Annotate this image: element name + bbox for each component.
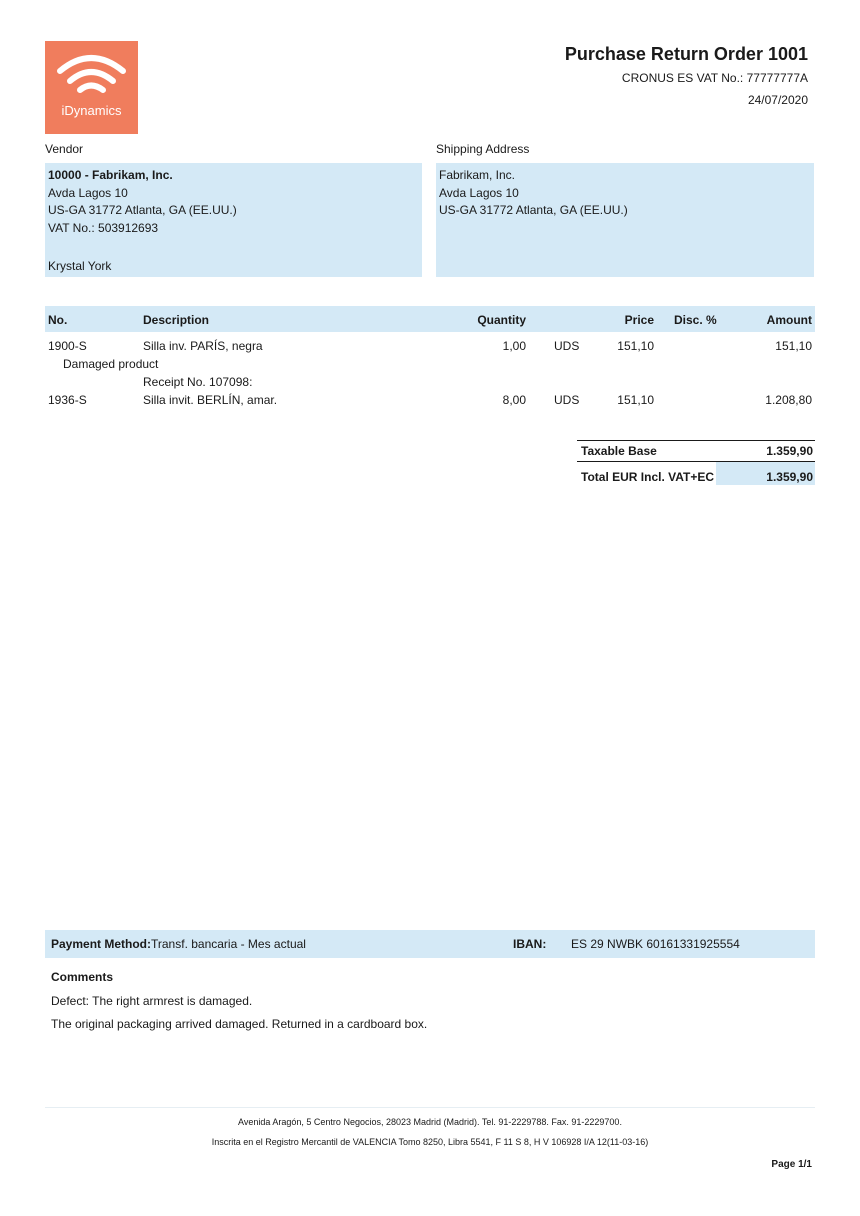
row-unit: UDS — [554, 339, 580, 353]
vendor-address2: US-GA 31772 Atlanta, GA (EE.UU.) — [48, 203, 237, 217]
shipping-address-box — [436, 163, 814, 277]
table-row — [45, 339, 815, 357]
col-description: Description — [143, 313, 210, 327]
vendor-label: Vendor — [45, 142, 84, 156]
col-disc: Disc. % — [674, 313, 717, 327]
shipping-name: Fabrikam, Inc. — [439, 168, 516, 182]
shipping-label: Shipping Address — [436, 142, 530, 156]
vendor-contact: Krystal York — [48, 259, 112, 273]
shipping-address2: US-GA 31772 Atlanta, GA (EE.UU.) — [439, 203, 628, 217]
col-price: Price — [624, 313, 654, 327]
document-date: 24/07/2020 — [747, 93, 808, 107]
wifi-icon — [54, 51, 129, 101]
total-value: 1.359,90 — [766, 470, 813, 484]
payment-bar — [45, 930, 815, 958]
vendor-name: 10000 - Fabrikam, Inc. — [48, 168, 173, 182]
comment-line: The original packaging arrived damaged. Returned in a cardboard box. — [51, 1017, 428, 1031]
col-quantity: Quantity — [477, 313, 526, 327]
row-amount: 151,10 — [775, 339, 812, 353]
payment-method-value: Transf. bancaria - Mes actual — [151, 937, 306, 951]
footer-divider — [45, 1107, 815, 1108]
footer-address: Avenida Aragón, 5 Centro Negocios, 28023 Madrid (Madrid). Tel. 91-2229788. Fax. 91-2229700. — [238, 1117, 622, 1127]
footer-registry: Inscrita en el Registro Mercantil de VALENCIA Tomo 8250, Libra 5541, F 11 S 8, H V 106928 I/A 12(11-03-16) — [211, 1137, 649, 1147]
totals-top-rule — [577, 440, 815, 441]
shipping-address1: Avda Lagos 10 — [439, 185, 519, 200]
row-description: Silla inv. PARÍS, negra — [143, 339, 263, 353]
row-receipt: Receipt No. 107098: — [143, 375, 253, 389]
iban-label: IBAN: — [513, 937, 547, 951]
comments-title: Comments — [51, 970, 114, 984]
vendor-address-box — [45, 163, 422, 277]
row-no: 1936-S — [48, 393, 87, 407]
payment-method-label: Payment Method: — [51, 937, 152, 951]
vendor-vat: VAT No.: 503912693 — [48, 220, 159, 235]
page-number: Page 1/1 — [771, 1159, 812, 1170]
table-row — [45, 393, 815, 411]
row-price: 151,10 — [617, 393, 654, 407]
row-no: 1900-S — [48, 339, 87, 353]
company-vat-line: CRONUS ES VAT No.: 77777777A — [621, 71, 808, 85]
taxable-base-label: Taxable Base — [581, 444, 657, 458]
company-logo — [45, 41, 138, 134]
iban-value: ES 29 NWBK 60161331925554 — [571, 937, 740, 951]
row-price: 151,10 — [617, 339, 654, 353]
total-label: Total EUR Incl. VAT+EC — [581, 470, 715, 484]
vendor-address1: Avda Lagos 10 — [48, 185, 128, 200]
row-description: Silla invit. BERLÍN, amar. — [143, 393, 278, 407]
logo-text: iDynamics — [61, 103, 122, 118]
row-quantity: 8,00 — [502, 393, 526, 407]
row-amount: 1.208,80 — [765, 393, 812, 407]
col-amount: Amount — [766, 313, 812, 327]
col-no: No. — [48, 313, 68, 327]
comment-line: Defect: The right armrest is damaged. — [51, 994, 253, 1008]
row-unit: UDS — [554, 393, 580, 407]
taxable-base-value: 1.359,90 — [766, 444, 813, 458]
row-quantity: 1,00 — [502, 339, 526, 353]
document-title: Purchase Return Order 1001 — [564, 44, 808, 64]
lines-table-header — [45, 306, 815, 332]
row-note: Damaged product — [63, 357, 159, 371]
